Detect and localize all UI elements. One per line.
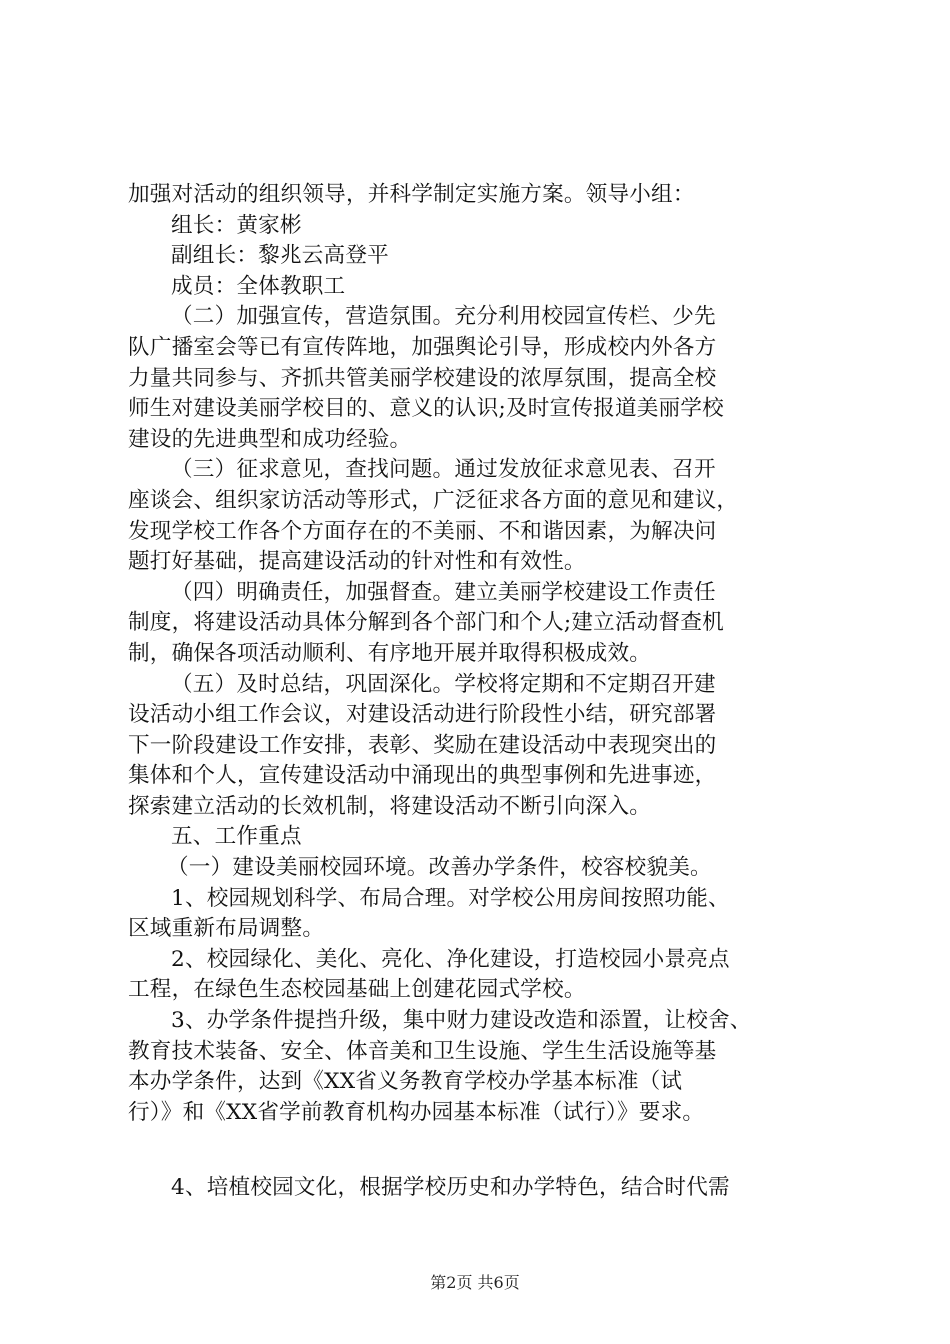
text-line: （三）征求意见，查找问题。通过发放征求意见表、召开 bbox=[171, 457, 716, 483]
text-line: 制，确保各项活动顺利、有序地开展并取得积极成效。 bbox=[128, 640, 652, 666]
text-line: 3、办学条件提挡升级，集中财力建设改造和添置，让校舍、 bbox=[171, 1008, 752, 1034]
text-line: 2、校园绿化、美化、亮化、净化建设，打造校园小景亮点 bbox=[171, 946, 730, 972]
document-body bbox=[128, 180, 830, 1204]
text-line: 副组长：黎兆云高登平 bbox=[171, 243, 389, 269]
paragraph-gap bbox=[128, 1128, 830, 1173]
text-line: 行）》和《XX省学前教育机构办园基本标准（试行）》要求。 bbox=[128, 1099, 705, 1125]
text-line: 发现学校工作各个方面存在的不美丽、不和谐因素，为解决问 bbox=[128, 518, 717, 544]
text-line: （二）加强宣传，营造氛围。充分利用校园宣传栏、少先 bbox=[171, 304, 716, 330]
text-line: 师生对建设美丽学校目的、意义的认识;及时宣传报道美丽学校 bbox=[128, 396, 724, 422]
text-line: （四）明确责任，加强督查。建立美丽学校建设工作责任 bbox=[171, 579, 716, 605]
text-line: 工程，在绿色生态校园基础上创建花园式学校。 bbox=[128, 977, 586, 1003]
text-line: 组长：黄家彬 bbox=[171, 212, 302, 238]
text-line: 探索建立活动的长效机制，将建设活动不断引向深入。 bbox=[128, 793, 652, 819]
text-line: 力量共同参与、齐抓共管美丽学校建设的浓厚氛围，提高全校 bbox=[128, 365, 717, 391]
text-line: （一）建设美丽校园环境。改善办学条件，校容校貌美。 bbox=[167, 855, 712, 881]
text-line: 区域重新布局调整。 bbox=[128, 916, 325, 942]
text-line: 制度，将建设活动具体分解到各个部门和个人;建立活动督查机 bbox=[128, 610, 724, 636]
text-line: 成员：全体教职工 bbox=[171, 273, 346, 299]
text-line: 建设的先进典型和成功经验。 bbox=[128, 426, 412, 452]
text-line: 座谈会、组织家访活动等形式，广泛征求各方面的意见和建议， bbox=[128, 487, 739, 513]
text-line: 加强对活动的组织领导，并科学制定实施方案。领导小组： bbox=[128, 182, 695, 207]
text-line: 五、工作重点 bbox=[171, 824, 302, 850]
page-footer: 第2页 共6页 bbox=[430, 1273, 520, 1292]
text-line: 1、校园规划科学、布局合理。对学校公用房间按照功能、 bbox=[171, 885, 730, 911]
text-line: （五）及时总结，巩固深化。学校将定期和不定期召开建 bbox=[171, 671, 716, 697]
text-line: 4、培植校园文化，根据学校历史和办学特色，结合时代需 bbox=[171, 1175, 730, 1201]
text-line: 教育技术装备、安全、体音美和卫生设施、学生生活设施等基 bbox=[128, 1038, 717, 1064]
text-line: 题打好基础，提高建设活动的针对性和有效性。 bbox=[128, 549, 586, 575]
text-line: 本办学条件，达到《XX省义务教育学校办学基本标准（试 bbox=[128, 1069, 683, 1095]
text-line: 下一阶段建设工作安排，表彰、奖励在建设活动中表现突出的 bbox=[128, 732, 717, 758]
text-line: 集体和个人，宣传建设活动中涌现出的典型事例和先进事迹， bbox=[128, 763, 717, 789]
text-line: 队广播室会等已有宣传阵地，加强舆论引导，形成校内外各方 bbox=[128, 334, 717, 360]
text-line: 设活动小组工作会议，对建设活动进行阶段性小结，研究部署 bbox=[128, 702, 717, 728]
